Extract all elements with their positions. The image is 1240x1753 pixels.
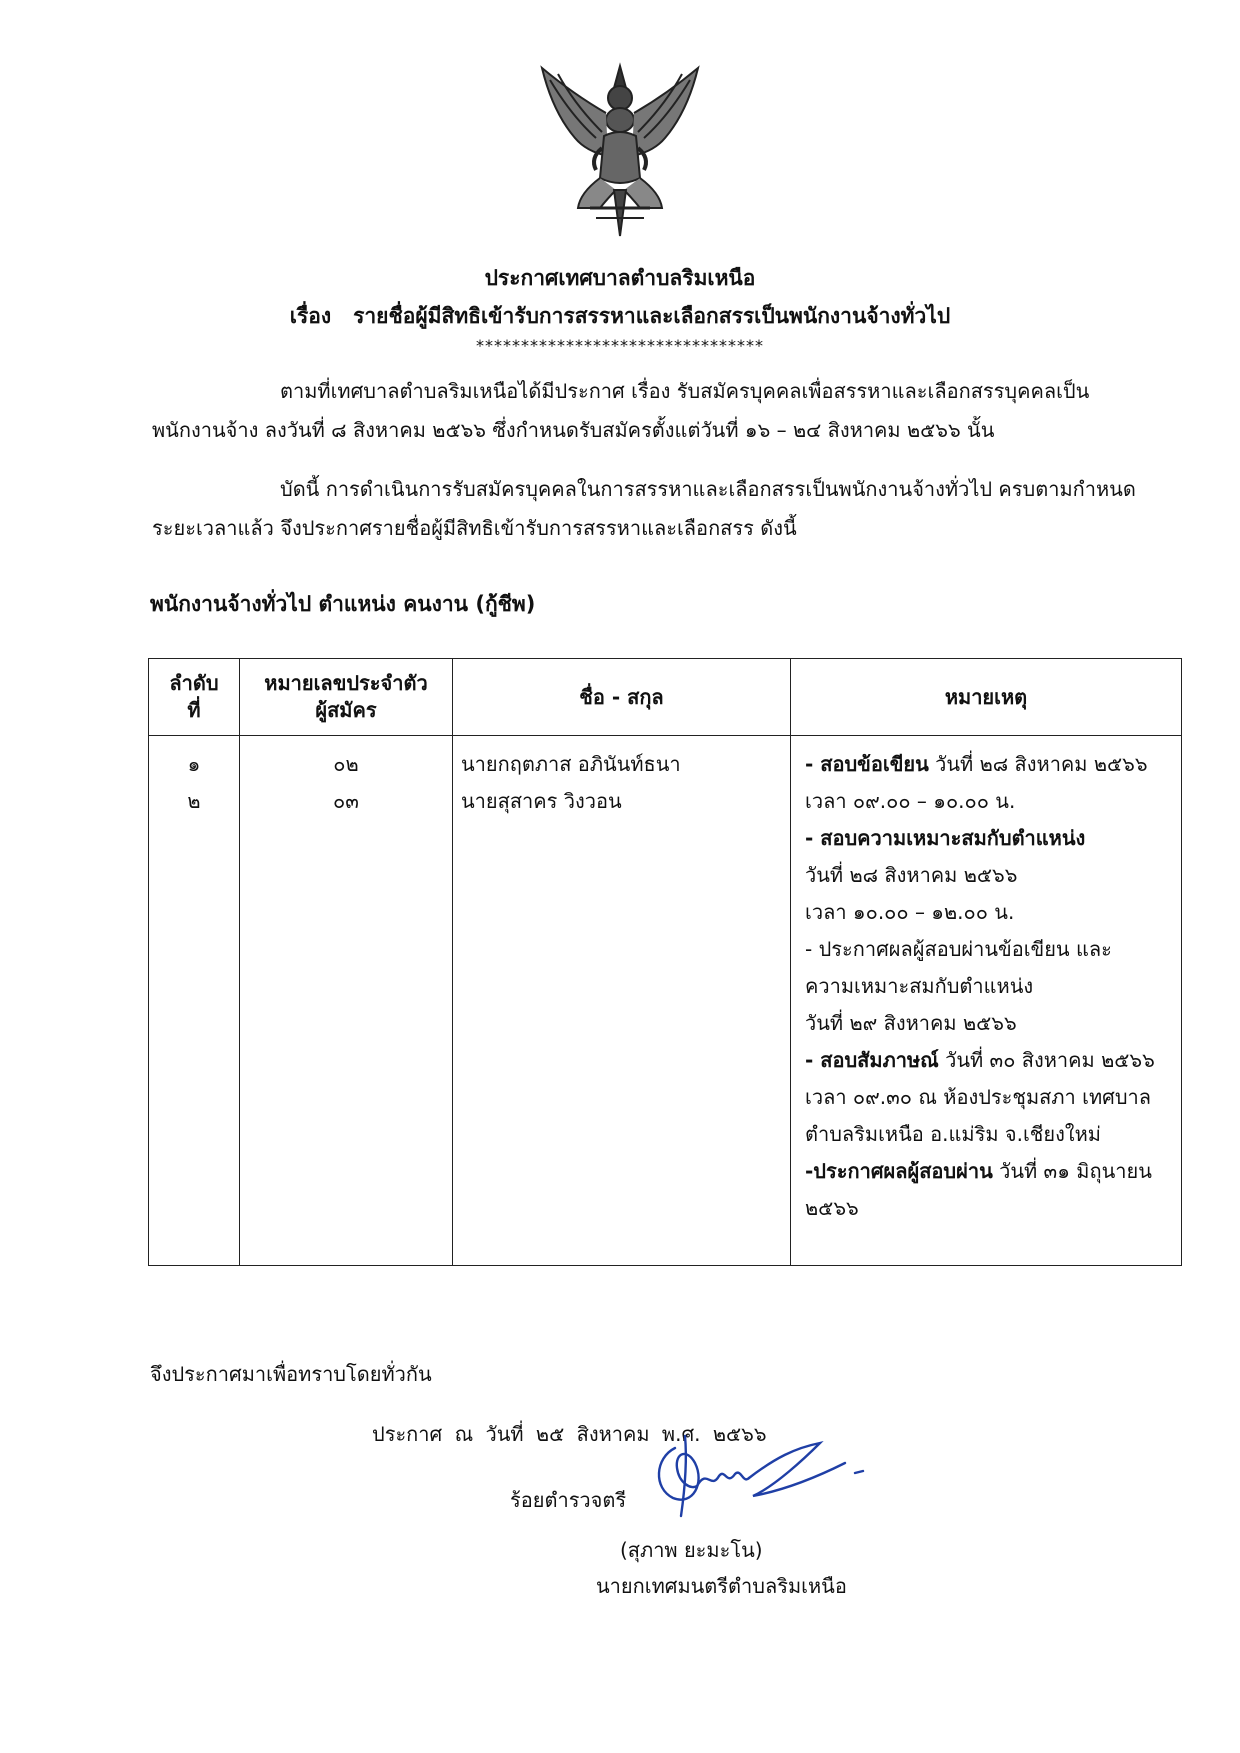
row-1-order: ๑ — [187, 752, 201, 776]
note-line: - สอบสัมภาษณ์ วันที่ ๓๐ สิงหาคม ๒๕๖๖ — [805, 1048, 1155, 1072]
note-line: - ประกาศผลผู้สอบผ่านข้อเขียน และ — [805, 937, 1112, 961]
row-2-order: ๒ — [187, 789, 201, 813]
table-header-row — [149, 659, 1182, 736]
header-note: หมายเหตุ — [791, 659, 1182, 736]
row-2-id: ๐๓ — [333, 789, 359, 813]
signer-position: นายกเทศมนตรีตำบลริมเหนือ — [596, 1574, 847, 1598]
note-line: ๒๕๖๖ — [805, 1196, 859, 1220]
announcement-date: ประกาศ ณ วันที่ ๒๕ สิงหาคม พ.ศ. ๒๕๖๖ — [372, 1422, 767, 1446]
note-line: ตำบลริมเหนือ อ.แม่ริม จ.เชียงใหม่ — [805, 1122, 1101, 1146]
header-applicant-id — [240, 659, 453, 736]
cell-applicant-id — [240, 736, 453, 1266]
note-line: เวลา ๑๐.๐๐ – ๑๒.๐๐ น. — [805, 900, 1015, 924]
note-line: วันที่ ๒๙ สิงหาคม ๒๕๖๖ — [805, 1011, 1017, 1035]
note-line: - สอบข้อเขียน วันที่ ๒๘ สิงหาคม ๒๕๖๖ — [805, 752, 1148, 776]
signer-rank: ร้อยตำรวจตรี — [510, 1488, 627, 1512]
cell-note — [791, 736, 1182, 1266]
table-row — [149, 736, 1182, 1266]
note-line: - สอบความเหมาะสมกับตำแหน่ง — [805, 826, 1086, 850]
cell-name — [453, 736, 791, 1266]
paragraph-1-text: ตามที่เทศบาลตำบลริมเหนือได้มีประกาศ เรื่อง รับสมัครบุคคลเพื่อสรรหาและเลือกสรรบุคคลเป็นพนักงานจ้าง ลงวันที่ ๘ สิงหาคม ๒๕๖๖ ซึ่งกำหนดรับสมัครตั้งแต่วันที่ ๑๖ – ๒๔ สิงหาคม ๒๕๖๖ นั้น — [152, 379, 1090, 442]
header-id-line2: ผู้สมัคร — [315, 698, 377, 722]
note-line: ความเหมาะสมกับตำแหน่ง — [805, 974, 1034, 998]
paragraph-2-text: บัดนี้ การดำเนินการรับสมัครบุคคลในการสรรหาและเลือกสรรเป็นพนักงานจ้างทั่วไป ครบตามกำหนดระยะเวลาแล้ว จึงประกาศรายชื่อผู้มีสิทธิเข้ารับการสรรหาและเลือกสรร ดังนี้ — [152, 477, 1136, 540]
handwritten-signature-icon — [645, 1428, 875, 1518]
announcement-subject — [0, 300, 1240, 333]
signer-name: (สุภาพ ยะมะโน) — [620, 1538, 763, 1562]
note-line: วันที่ ๒๘ สิงหาคม ๒๕๖๖ — [805, 863, 1018, 887]
paragraph-applicants-intro — [152, 470, 1162, 548]
separator-line: ******************************** — [476, 336, 764, 355]
header-name: ชื่อ - สกุล — [453, 659, 791, 736]
cell-order — [149, 736, 240, 1266]
announcement-title: ประกาศเทศบาลตำบลริมเหนือ — [484, 266, 756, 290]
note-line: เวลา ๐๙.๓๐ ณ ห้องประชุมสภา เทศบาล — [805, 1085, 1152, 1109]
note-line: เวลา ๐๙.๐๐ – ๑๐.๐๐ น. — [805, 789, 1016, 813]
closing-statement: จึงประกาศมาเพื่อทราบโดยทั่วกัน — [150, 1362, 432, 1386]
paragraph-announcement-reference — [152, 372, 1162, 450]
note-line: -ประกาศผลผู้สอบผ่าน วันที่ ๓๑ มิถุนายน — [805, 1159, 1152, 1183]
header-id-line1: หมายเลขประจำตัว — [264, 671, 428, 695]
row-1-name: นายกฤตภาส อภินันท์ธนา — [461, 752, 681, 776]
row-2-name: นายสุสาคร วิงวอน — [461, 789, 622, 813]
garuda-emblem-icon — [530, 58, 710, 243]
applicants-table — [148, 658, 1182, 1266]
header-order-line2: ที่ — [187, 698, 201, 722]
row-1-id: ๐๒ — [333, 752, 359, 776]
subject-text: รายชื่อผู้มีสิทธิเข้ารับการสรรหาและเลือกสรรเป็นพนักงานจ้างทั่วไป — [353, 304, 951, 328]
header-order — [149, 659, 240, 736]
subject-label: เรื่อง — [289, 304, 332, 328]
header-order-line1: ลำดับ — [169, 671, 219, 695]
section-heading: พนักงานจ้างทั่วไป ตำแหน่ง คนงาน (กู้ชีพ) — [150, 592, 536, 616]
